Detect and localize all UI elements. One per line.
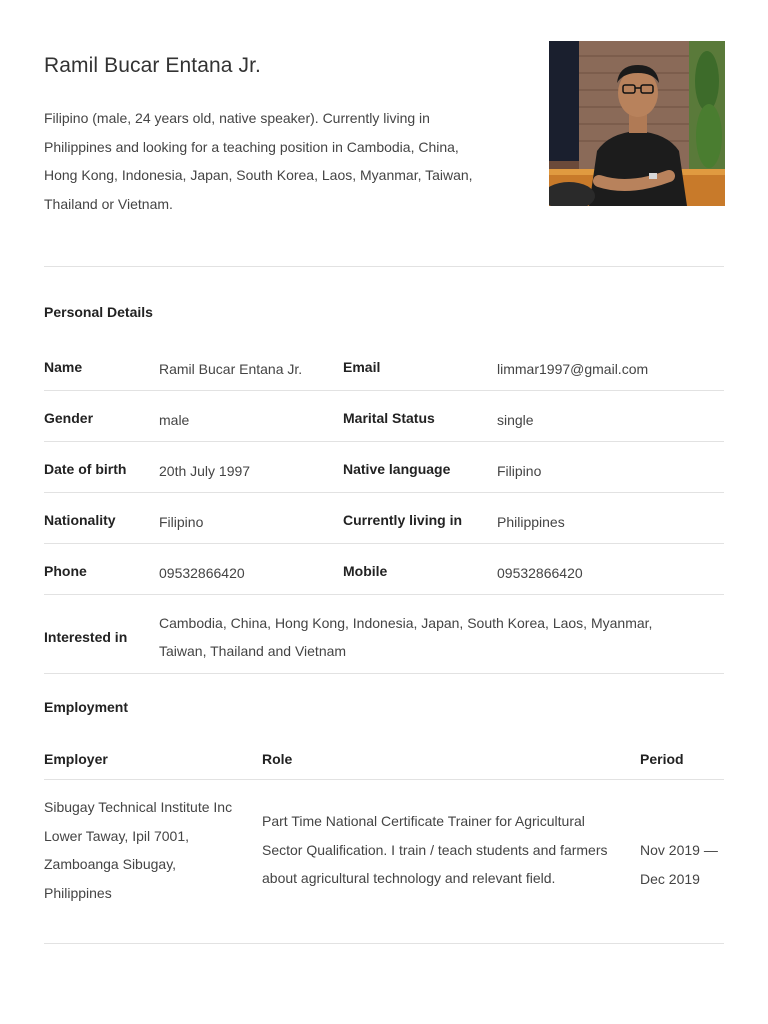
value-currently-living-in: Philippines <box>497 514 565 530</box>
table-row <box>44 780 724 944</box>
employment-heading: Employment <box>44 699 129 715</box>
employer-cell <box>44 793 234 907</box>
table-row <box>44 595 724 674</box>
role-cell: Part Time National Certificate Trainer for Agricultural Sector Qualification. I train / teach students and farmers about agricultural technology and relevant field. <box>262 813 608 886</box>
employer-address-line: Zamboanga Sibugay, <box>44 856 177 872</box>
column-header-period: Period <box>640 751 684 767</box>
value-date-of-birth: 20th July 1997 <box>159 463 251 479</box>
period-cell: Nov 2019 — Dec 2019 <box>640 842 718 887</box>
table-row <box>44 442 724 493</box>
label-gender: Gender <box>44 410 94 426</box>
value-native-language: Filipino <box>497 463 542 479</box>
column-header-employer: Employer <box>44 751 108 767</box>
value-interested-in: Cambodia, China, Hong Kong, Indonesia, Japan, South Korea, Laos, Myanmar, Taiwan, Thailand and Vietnam <box>159 615 653 659</box>
page-title: Ramil Bucar Entana Jr. <box>44 54 261 77</box>
value-gender: male <box>159 412 190 428</box>
value-email: limmar1997@gmail.com <box>497 361 649 377</box>
employer-address-line: Philippines <box>44 884 112 901</box>
table-row <box>44 340 724 391</box>
value-mobile: 09532866420 <box>497 565 583 581</box>
label-interested-in: Interested in <box>44 629 128 645</box>
label-phone: Phone <box>44 563 87 579</box>
section-divider <box>44 266 724 267</box>
profile-photo-illustration <box>549 41 725 206</box>
table-row <box>44 493 724 544</box>
intro-text: Filipino (male, 24 years old, native speaker). Currently living in Philippines and looking for a teaching position in Cambodia, China, Hong Kong, Indonesia, Japan, South Korea, Laos, Myanmar, Taiwan, Thailand or Vietnam. <box>44 110 473 212</box>
label-mobile: Mobile <box>343 563 388 579</box>
value-marital-status: single <box>497 412 534 428</box>
value-nationality: Filipino <box>159 514 204 530</box>
employment-table-header <box>44 740 724 780</box>
label-nationality: Nationality <box>44 512 116 528</box>
column-header-role: Role <box>262 751 293 767</box>
employer-name: Sibugay Technical Institute Inc <box>44 799 233 815</box>
profile-photo <box>549 41 725 206</box>
label-name: Name <box>44 359 83 375</box>
label-currently-living-in: Currently living in <box>343 512 463 528</box>
label-marital-status: Marital Status <box>343 410 435 426</box>
table-row <box>44 391 724 442</box>
value-phone: 09532866420 <box>159 565 245 581</box>
label-email: Email <box>343 359 381 375</box>
personal-details-heading: Personal Details <box>44 304 153 320</box>
table-row <box>44 544 724 595</box>
employer-address-line: Lower Taway, Ipil 7001, <box>44 827 190 844</box>
value-name: Ramil Bucar Entana Jr. <box>159 361 303 377</box>
label-native-language: Native language <box>343 461 451 477</box>
personal-details-table <box>44 340 724 674</box>
label-date-of-birth: Date of birth <box>44 461 127 477</box>
